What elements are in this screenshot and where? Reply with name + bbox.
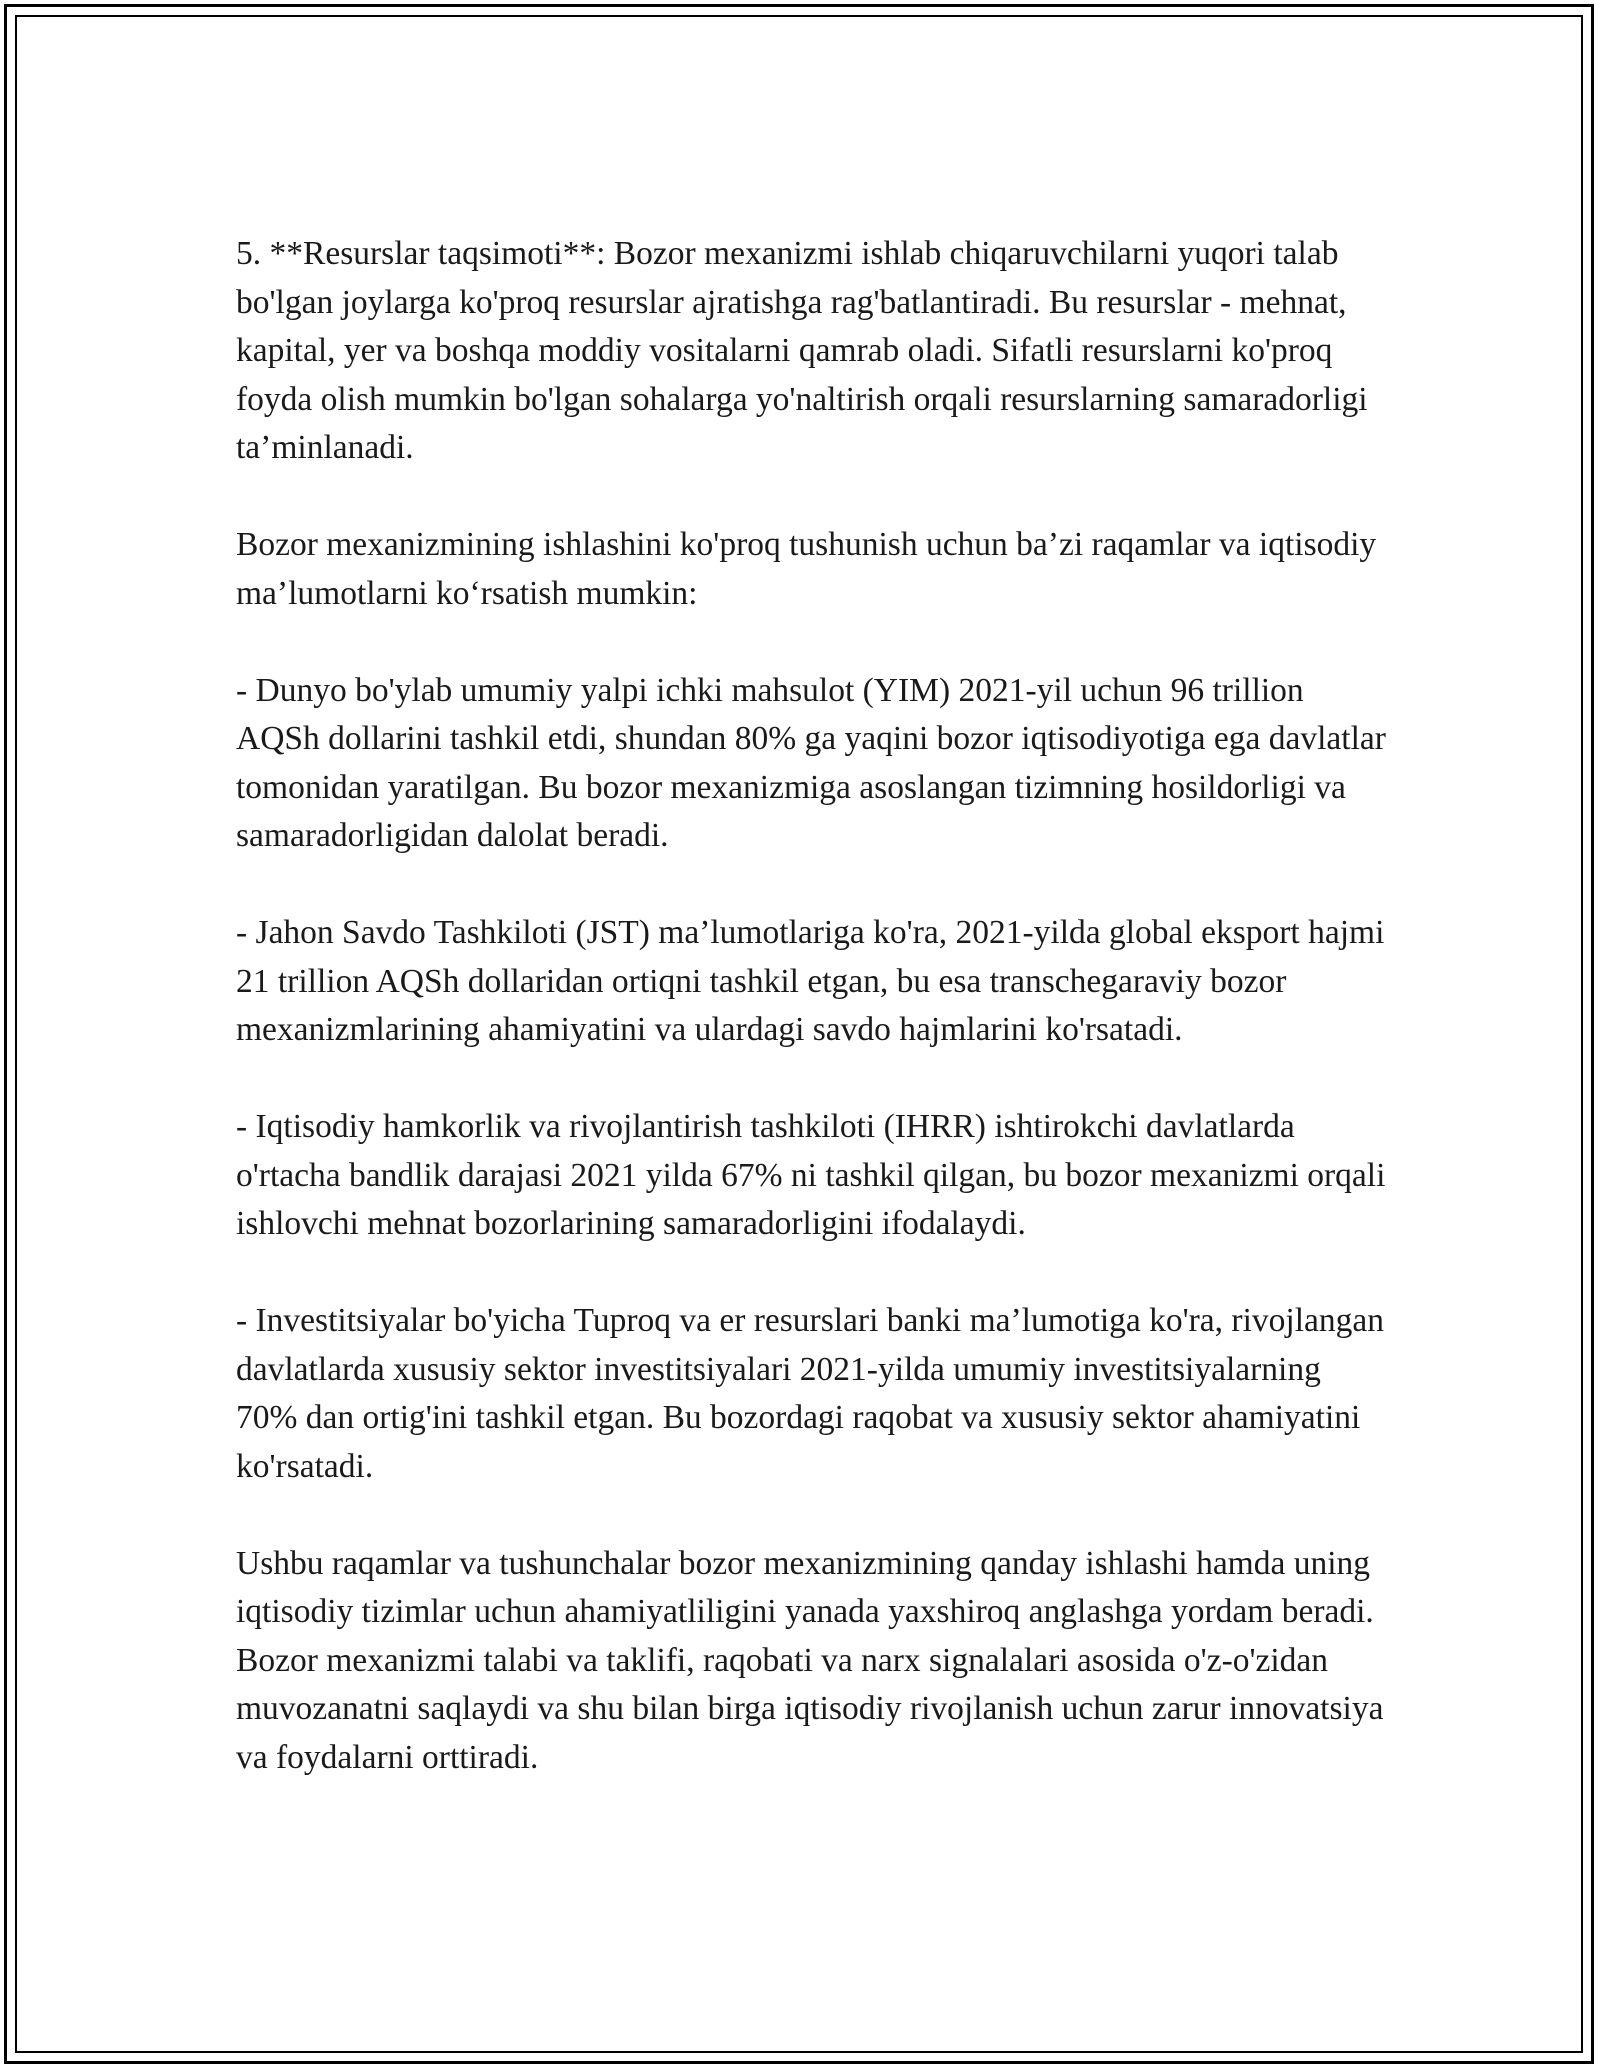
paragraph-conclusion: Ushbu raqamlar va tushunchalar bozor mexanizmining qanday ishlashi hamda uning iqtisodiy tizimlar uchun ahamiyatliligini yanada yaxshiroq anglashga yordam beradi. Bozor mexanizmi talabi va taklifi, raqobati va narx signalalari asosida o'z-o'zidan muvozanatni saqlaydi va shu bilan birga iqtisodiy rivojlanish uchun zarur innovatsiya va foydalarni orttiradi. xyxy=(236,1544,1384,1776)
paragraph-intro-figures: Bozor mexanizmining ishlashini ko'proq tushunish uchun ba’zi raqamlar va iqtisodiy ma’lumotlarni ko‘rsatish mumkin: xyxy=(236,526,1377,612)
list-item-export: - Jahon Savdo Tashkiloti (JST) ma’lumotlariga ko'ra, 2021-yilda global eksport hajmi 21 trillion AQSh dollaridan ortiqni tashkil etgan, bu esa transchegaraviy bozor mexanizmlarining ahamiyatini va ulardagi savdo hajmlarini ko'rsatadi. xyxy=(236,914,1385,1048)
paragraph-resource-allocation: 5. **Resurslar taqsimoti**: Bozor mexanizmi ishlab chiqaruvchilarni yuqori talab bo'lgan joylarga ko'proq resurslar ajratishga rag'batlantiradi. Bu resurslar - mehnat, kapital, yer va boshqa moddiy vositalarni qamrab oladi. Sifatli resurslarni ko'proq foyda olish mumkin bo'lgan sohalarga yo'naltirish orqali resurslarning samaradorligi ta’minlanadi. xyxy=(236,235,1368,466)
list-item-employment: - Iqtisodiy hamkorlik va rivojlantirish tashkiloti (IHRR) ishtirokchi davlatlarda o'rtacha bandlik darajasi 2021 yilda 67% ni tashkil qilgan, bu bozor mexanizmi orqali ishlovchi mehnat bozorlarining samaradorligini ifodalaydi. xyxy=(236,1108,1386,1242)
document-body xyxy=(236,230,1386,1782)
list-item-gdp: - Dunyo bo'ylab umumiy yalpi ichki mahsulot (YIM) 2021-yil uchun 96 trillion AQSh dollarini tashkil etdi, shundan 80% ga yaqini bozor iqtisodiyotiga ega davlatlar tomonidan yaratilgan. Bu bozor mexanizmiga asoslangan tizimning hosildorligi va samaradorligidan dalolat beradi. xyxy=(236,671,1386,854)
list-item-investment: - Investitsiyalar bo'yicha Tuproq va er resurslari banki ma’lumotiga ko'ra, rivojlangan davlatlarda xususiy sektor investitsiyalari 2021-yilda umumiy investitsiyalarning 70% dan ortig'ini tashkil etgan. Bu bozordagi raqobat va xususiy sektor ahamiyatini ko'rsatadi. xyxy=(236,1302,1384,1485)
